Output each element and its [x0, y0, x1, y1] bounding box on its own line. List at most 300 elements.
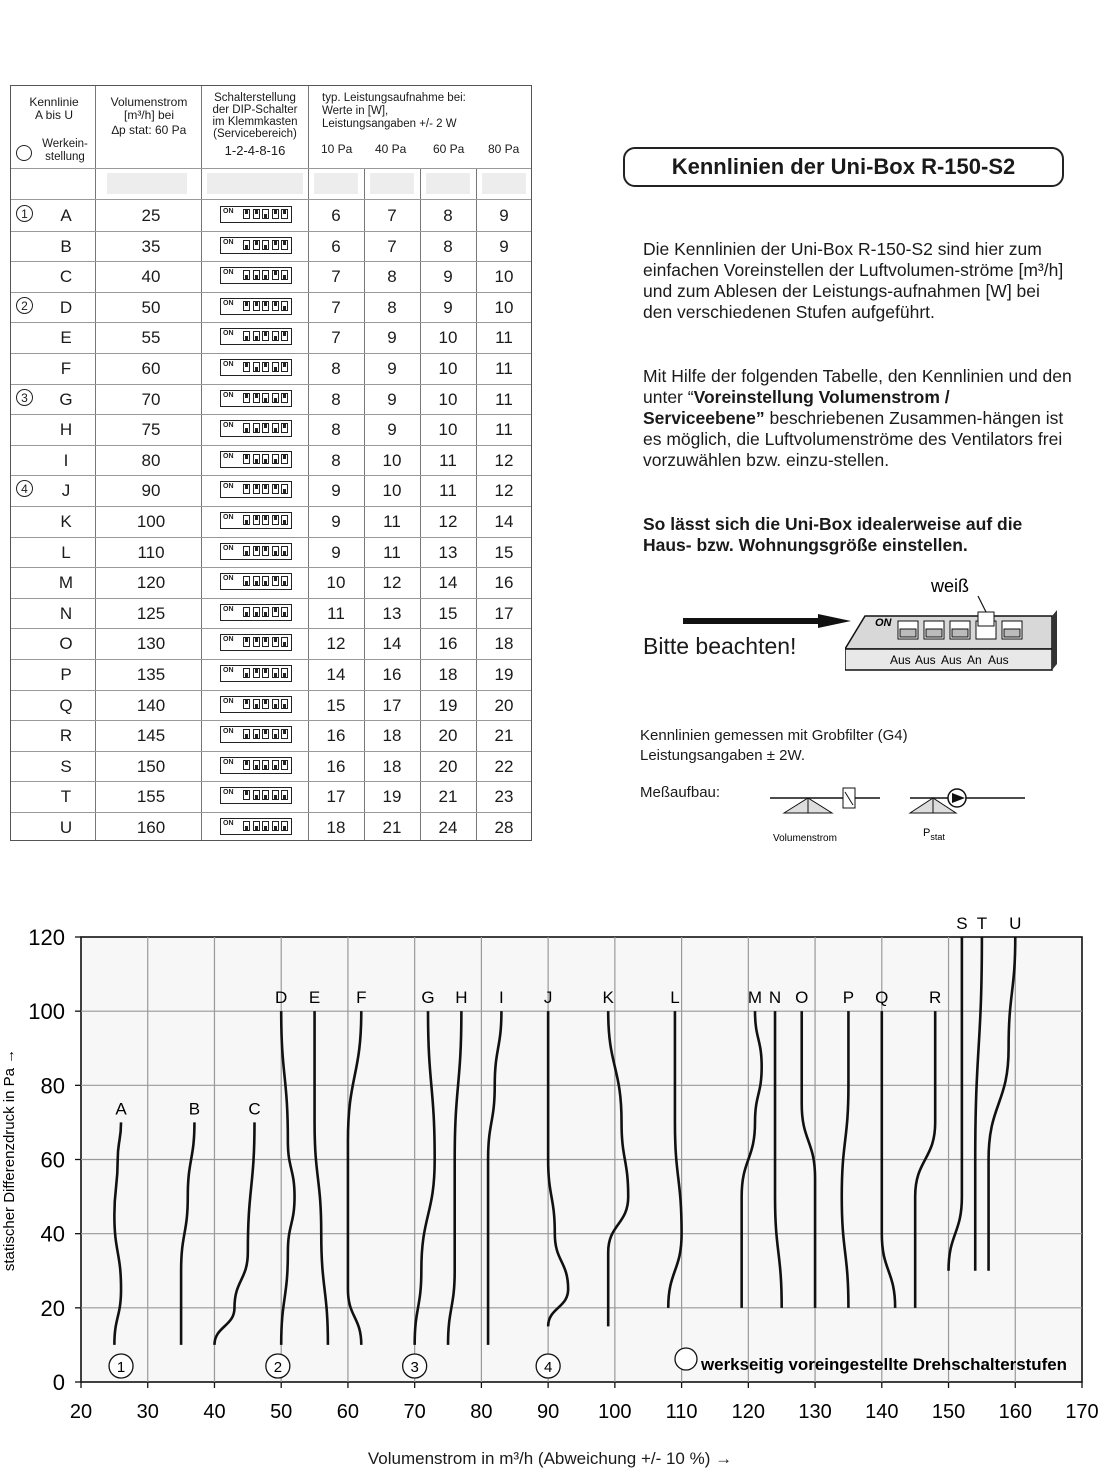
- dip-switch-lever: [253, 576, 260, 586]
- series-label: F: [356, 988, 367, 1008]
- dip-switch-lever: [262, 790, 269, 800]
- header-60pa: 60 Pa: [433, 142, 465, 156]
- dip-switch-lever: [243, 576, 250, 586]
- dip-switch-lever: [281, 546, 288, 556]
- dip-switch-lever: [281, 760, 288, 770]
- x-tick-label: 30: [136, 1401, 159, 1423]
- kennlinien-table: [10, 85, 532, 841]
- leistung-cell: 8: [331, 450, 341, 470]
- kennlinie-cell: D: [59, 297, 73, 317]
- dip-switch-lever: [272, 760, 279, 770]
- volumenstrom-cell: 160: [136, 818, 166, 837]
- dip-switch-lever: [281, 729, 288, 739]
- x-tick-label: 120: [731, 1401, 766, 1423]
- x-tick-label: 90: [537, 1401, 560, 1423]
- volumenstrom-cell: 125: [136, 603, 166, 623]
- volumenstrom-cell: 110: [137, 542, 165, 562]
- dip-switch-lever: [272, 423, 279, 433]
- dip-on-label: ON: [223, 728, 234, 736]
- dip-switch-icon: [220, 298, 292, 315]
- dip-switch-icon: [220, 420, 292, 437]
- volumenstrom-cell: 140: [136, 695, 166, 715]
- leistung-cell: 11: [439, 481, 457, 501]
- series-label: S: [956, 914, 968, 933]
- leistung-cell: 7: [331, 297, 341, 317]
- dip-switch-lever: [281, 637, 288, 647]
- kennlinie-cell: O: [59, 634, 73, 654]
- leistung-cell: 15: [438, 603, 458, 623]
- volumenstrom-cell: 100: [136, 512, 166, 531]
- dip-switch-lever: [272, 393, 279, 403]
- dip-switch-lever: [281, 821, 288, 831]
- header-shade: [482, 173, 526, 194]
- leistung-cell: 18: [382, 726, 402, 746]
- leistung-cell: 9: [387, 359, 397, 378]
- kennlinie-cell: N: [59, 603, 73, 623]
- werkeinstellung-circle-icon: [16, 145, 32, 161]
- leistung-cell: 14: [382, 634, 402, 654]
- header-schalter-bits: 1-2-4-8-16: [224, 143, 286, 158]
- leistung-cell: 9: [387, 389, 397, 409]
- dip-on-label: ON: [223, 789, 234, 797]
- kennlinie-cell: R: [59, 726, 73, 746]
- x-tick-label: 110: [665, 1401, 698, 1423]
- dip-switch-icon: [220, 481, 292, 498]
- dip-switch-lever: [272, 331, 279, 341]
- leistung-cell: 11: [495, 389, 513, 409]
- table-row: [11, 261, 531, 292]
- table-row: [11, 598, 531, 629]
- dip-switch-lever: [243, 423, 250, 433]
- y-tick-label: 120: [28, 925, 65, 950]
- leistung-cell: 8: [443, 206, 453, 225]
- dip-switch-icon: [220, 512, 292, 529]
- leistung-cell: 12: [494, 450, 514, 470]
- dip-on-label: ON: [223, 330, 234, 338]
- dip-switch-lever: [262, 454, 269, 464]
- x-tick-label: 60: [336, 1401, 360, 1423]
- dip-switch-lever: [272, 790, 279, 800]
- series-label: I: [499, 988, 504, 1008]
- intro-paragraph: Die Kennlinien der Uni-Box R-150-S2 sind hier zum einfachen Voreinstellen der Luftvolumen-ströme [m³/h] und zum Ablesen der Leistungs-aufnahmen [W] bei den verschiedenen Stufen aufgeführt.: [643, 239, 1064, 322]
- leistung-cell: 20: [438, 756, 458, 776]
- dip-on-label: ON: [223, 299, 234, 307]
- leistung-cell: 14: [494, 512, 514, 531]
- table-row: [11, 475, 531, 506]
- leistung-cell: 16: [326, 726, 346, 746]
- setup-label: Meßaufbau:: [640, 784, 721, 801]
- table-row: [11, 781, 531, 812]
- volumenstrom-cell: 55: [141, 328, 161, 348]
- dip-switch-icon: [220, 634, 292, 651]
- header-volumenstrom: Volumenstrom [m³/h] bei: [110, 95, 188, 122]
- leistung-cell: 10: [494, 267, 514, 287]
- leistung-cell: 7: [331, 267, 341, 287]
- dip-switch-lever: [272, 546, 279, 556]
- dip-switch-lever: [281, 301, 288, 311]
- leistung-cell: 12: [382, 573, 402, 593]
- dip-switch-lever: [253, 270, 260, 280]
- note-bitte-beachten: Bitte beachten!: [643, 633, 797, 659]
- kennlinie-cell: S: [60, 756, 72, 776]
- dip-on-text: ON: [875, 617, 892, 629]
- kennlinie-cell: J: [61, 481, 71, 501]
- measurement-setup-diagram: [770, 780, 1030, 845]
- series-label: O: [795, 988, 809, 1008]
- leistung-cell: 13: [382, 603, 402, 623]
- series-label: E: [308, 988, 321, 1008]
- leistung-cell: 8: [331, 389, 341, 409]
- x-tick-label: 150: [931, 1401, 966, 1423]
- volumenstrom-cell: 150: [136, 756, 166, 776]
- kennlinie-cell: T: [60, 787, 72, 807]
- x-tick-label: 130: [798, 1401, 832, 1423]
- dip-on-label: ON: [223, 575, 234, 583]
- leistung-cell: 17: [326, 787, 346, 807]
- volumenstrom-cell: 35: [141, 236, 161, 256]
- x-tick-label: 70: [403, 1401, 426, 1423]
- legend-circle-icon: [675, 1348, 697, 1370]
- dip-switch-lever: [272, 270, 279, 280]
- dip-switch-icon: [220, 451, 292, 468]
- dip-switch-icon: [220, 390, 292, 407]
- dip-switch-lever: [262, 270, 269, 280]
- x-tick-label: 170: [1065, 1401, 1099, 1423]
- dip-switch-icon: [220, 328, 292, 345]
- header-shade: [426, 173, 470, 194]
- dip-switch-lever: [281, 362, 288, 372]
- leistung-cell: 10: [382, 481, 402, 501]
- series-label: U: [1009, 914, 1022, 933]
- dip-switch-lever: [243, 546, 250, 556]
- volumenstrom-cell: 70: [141, 389, 161, 409]
- leistung-cell: 9: [331, 512, 341, 531]
- dip-switch-icon: [220, 696, 292, 713]
- dip-switch-lever: [262, 607, 269, 617]
- kennlinie-cell: K: [60, 512, 72, 531]
- dip-switch-icon: [220, 359, 292, 376]
- table-row: [11, 322, 531, 353]
- leistung-cell: 19: [438, 695, 458, 715]
- x-tick-label: 50: [270, 1401, 293, 1423]
- leistung-cell: 18: [326, 818, 346, 837]
- leistung-cell: 23: [494, 787, 514, 807]
- kennlinie-cell: B: [60, 236, 72, 256]
- dip-switch-lever: [272, 699, 279, 709]
- leistung-cell: 17: [494, 603, 514, 623]
- header-werkeinstellung: Werkein- stellung: [42, 138, 88, 163]
- kennlinie-cell: G: [59, 389, 73, 409]
- dip-switch-lever: [243, 331, 250, 341]
- series-label: B: [188, 1099, 201, 1119]
- dip-state-label: Aus: [915, 653, 936, 667]
- series-label: C: [248, 1099, 261, 1119]
- dip-state-label: An: [967, 653, 982, 667]
- y-tick-label: 80: [40, 1073, 65, 1099]
- dip-switch-icon: [220, 787, 292, 804]
- dip-switch-lever: [253, 546, 260, 556]
- leistung-cell: 10: [438, 328, 458, 348]
- table-row: [11, 506, 531, 537]
- dip-switch-lever: [262, 393, 269, 403]
- dip-state-label: Aus: [890, 653, 911, 667]
- series-label: J: [543, 988, 553, 1008]
- kennlinie-cell: P: [60, 665, 72, 684]
- dip-switch-lever: [262, 301, 269, 311]
- table-header-divider: [11, 168, 531, 169]
- chart-y-axis-label: statischer Differenzdruck in Pa →: [1, 1048, 18, 1272]
- dip-switch-lever: [243, 209, 250, 219]
- kennlinien-chart: [0, 900, 1100, 1445]
- werkseinstellung-marker: 2: [16, 297, 33, 314]
- dip-switch-lever: [262, 240, 269, 250]
- dip-on-label: ON: [223, 544, 234, 552]
- volumenstrom-cell: 80: [141, 450, 161, 470]
- header-shade: [370, 173, 414, 194]
- dip-switch-lever: [262, 821, 269, 831]
- dip-switch-lever: [281, 576, 288, 586]
- series-label: N: [768, 988, 782, 1008]
- volumenstrom-cell: 75: [141, 420, 161, 440]
- series-label: M: [747, 988, 763, 1008]
- dip-on-label: ON: [223, 208, 234, 215]
- dip-switch-lever: [243, 301, 250, 311]
- dip-switch-lever: [272, 821, 279, 831]
- header-shade: [107, 173, 187, 194]
- dip-switch-lever: [243, 790, 250, 800]
- dip-on-label: ON: [223, 452, 234, 460]
- leistung-cell: 9: [331, 542, 341, 562]
- series-label: H: [455, 988, 468, 1008]
- dip-switch-icon: [220, 726, 292, 743]
- dip-switch-icon: [220, 237, 292, 254]
- kennlinie-cell: E: [60, 328, 72, 348]
- dip-switch-lever: [262, 423, 269, 433]
- kennlinie-cell: C: [59, 267, 73, 287]
- x-tick-label: 20: [69, 1401, 93, 1423]
- instruction-paragraph: [643, 366, 1073, 471]
- series-label: R: [929, 988, 942, 1008]
- header-10pa: 10 Pa: [321, 142, 353, 156]
- dip-state-label: Aus: [988, 653, 1009, 667]
- page-title: Kennlinien der Uni-Box R-150-S2: [623, 147, 1064, 187]
- dip-switch-lever: [243, 515, 250, 525]
- factory-marker-label: 4: [543, 1359, 553, 1376]
- table-row: [11, 353, 531, 384]
- leistung-cell: 11: [495, 328, 513, 348]
- leistung-cell: 11: [383, 542, 401, 562]
- dip-switch-lever: [243, 393, 250, 403]
- dip-switch-lever: [253, 240, 260, 250]
- leistung-cell: 11: [383, 512, 401, 531]
- dip-switch-lever: [272, 729, 279, 739]
- leistung-cell: 19: [382, 787, 402, 807]
- dip-on-label: ON: [223, 269, 234, 277]
- dip-switch-icon: [220, 757, 292, 774]
- leistung-cell: 8: [331, 420, 341, 440]
- factory-marker-label: 3: [410, 1359, 419, 1376]
- dip-switch-lever: [253, 637, 260, 647]
- dip-switch-lever: [243, 362, 250, 372]
- kennlinie-cell: I: [63, 450, 69, 470]
- dip-switch-lever: [281, 668, 288, 678]
- dip-switch-lever: [272, 240, 279, 250]
- setup-pstat-label: $P_{stat}$: [923, 827, 945, 842]
- volumenstrom-cell: 145: [136, 726, 166, 746]
- dip-switch-lever: [272, 576, 279, 586]
- dip-switch-lever: [253, 484, 260, 494]
- dip-switch-lever: [281, 209, 288, 219]
- kennlinie-cell: M: [58, 573, 74, 593]
- instruction-text-a: Mit Hilfe der folgenden Tabelle, den Kennlinien und den unter “: [643, 366, 1072, 407]
- leistung-cell: 10: [438, 420, 458, 440]
- arrow-right-icon: [683, 614, 851, 628]
- dip-switch-lever: [243, 668, 250, 678]
- series-label: K: [602, 988, 614, 1008]
- dip-on-label: ON: [223, 605, 234, 613]
- leistung-cell: 19: [494, 665, 514, 684]
- dip-switch-lever: [262, 729, 269, 739]
- kennlinie-cell: A: [60, 206, 72, 225]
- dip-switch-lever: [262, 546, 269, 556]
- leistung-cell: 18: [382, 756, 402, 776]
- leistung-cell: 6: [331, 206, 341, 225]
- table-row: [11, 720, 531, 751]
- leistung-cell: 22: [494, 756, 514, 776]
- dip-state-label: Aus: [941, 653, 962, 667]
- table-row: [11, 690, 531, 721]
- dip-switch-lever: [262, 209, 269, 219]
- dip-switch-lever: [272, 637, 279, 647]
- measure-note-tolerance: Leistungsangaben ± 2W.: [640, 747, 806, 764]
- y-tick-label: 20: [40, 1295, 65, 1321]
- table-row: [11, 231, 531, 262]
- dip-switch-icon: [220, 573, 292, 590]
- header-80pa: 80 Pa: [488, 142, 520, 156]
- table-row: [11, 292, 531, 323]
- dip-switch-icon: [220, 267, 292, 284]
- dip-switch-lever: [262, 515, 269, 525]
- leistung-cell: 21: [382, 818, 402, 837]
- leistung-cell: 18: [438, 665, 458, 684]
- leistung-cell: 10: [326, 573, 346, 593]
- leistung-cell: 17: [382, 695, 402, 715]
- leistung-cell: 12: [326, 634, 346, 654]
- dip-switch-lever: [272, 668, 279, 678]
- series-label: D: [275, 988, 288, 1008]
- dip-switch-lever: [253, 454, 260, 464]
- dip-on-label: ON: [223, 636, 234, 644]
- dip-switch-lever: [243, 729, 250, 739]
- x-tick-label: 80: [470, 1401, 493, 1423]
- dip-switch-lever: [262, 637, 269, 647]
- header-shade: [207, 173, 303, 194]
- dip-on-label: ON: [223, 422, 234, 430]
- dip-switch-lever: [253, 699, 260, 709]
- dip-switch-lever: [243, 484, 250, 494]
- dip-switch-icon: [220, 818, 292, 835]
- leistung-cell: 13: [438, 542, 458, 562]
- dip-switch-lever: [253, 209, 260, 219]
- table-row: [11, 537, 531, 568]
- y-tick-label: 0: [52, 1370, 65, 1395]
- kennlinie-cell: U: [59, 818, 73, 837]
- dip-switch-lever: [243, 270, 250, 280]
- leistung-cell: 11: [495, 359, 513, 378]
- dip-switch-icon: [220, 206, 292, 223]
- dip-switch-lever: [281, 423, 288, 433]
- table-row: [11, 445, 531, 476]
- leistung-cell: 16: [494, 573, 514, 593]
- dip-switch-lever: [281, 790, 288, 800]
- dip-switch-lever: [272, 301, 279, 311]
- dip-switch-lever: [253, 331, 260, 341]
- dip-switch-lever: [253, 729, 260, 739]
- leistung-cell: 7: [387, 236, 397, 256]
- chart-legend-text: werkseitig voreingestellte Drehschalterstufen: [700, 1355, 1067, 1374]
- dip-on-label: ON: [223, 391, 234, 399]
- volumenstrom-cell: 120: [136, 573, 166, 593]
- dip-switch-lever: [262, 576, 269, 586]
- dip-on-label: ON: [223, 758, 234, 766]
- leistung-cell: 10: [494, 297, 514, 317]
- dip-switch-lever: [262, 331, 269, 341]
- dip-on-label: ON: [223, 361, 234, 368]
- table-row: [11, 384, 531, 415]
- leistung-cell: 12: [494, 481, 514, 501]
- dip-on-label: ON: [223, 697, 234, 705]
- volumenstrom-cell: 90: [141, 481, 161, 501]
- series-label: P: [842, 988, 855, 1008]
- header-leistungsaufnahme: typ. Leistungsaufnahme bei: Werte in [W], Leistungsangaben +/- 2 W: [322, 92, 466, 130]
- instruction-text-c: beschriebenen Zusammen-hängen ist es möglich, die Luftvolumenströme des Ventilators frei vorzuwählen bzw. einzu-stellen.: [643, 408, 1064, 470]
- dip-on-label: ON: [223, 820, 234, 827]
- leistung-cell: 21: [438, 787, 458, 807]
- table-row: [11, 812, 531, 843]
- leistung-cell: 18: [494, 634, 514, 654]
- leistung-cell: 8: [387, 297, 397, 317]
- dip-switch-lever: [272, 515, 279, 525]
- dip-switch-lever: [281, 270, 288, 280]
- setup-volumenstrom-label: Volumenstrom: [773, 833, 837, 844]
- series-label: Q: [875, 988, 889, 1008]
- dip-switch-lever: [253, 790, 260, 800]
- dip-switch-lever: [281, 484, 288, 494]
- leistung-cell: 9: [443, 267, 453, 287]
- dip-on-label: ON: [223, 483, 234, 491]
- volumenstrom-cell: 40: [141, 267, 161, 287]
- table-row: [11, 628, 531, 659]
- kennlinie-cell: H: [59, 420, 73, 440]
- dip-switch-lever: [262, 699, 269, 709]
- table-row: [11, 751, 531, 782]
- dip-switch-lever: [272, 362, 279, 372]
- leistung-cell: 7: [331, 328, 341, 348]
- series-label: T: [976, 914, 988, 933]
- leistung-cell: 20: [494, 695, 514, 715]
- weiss-label: weiß: [931, 576, 970, 596]
- dip-switch-lever: [253, 821, 260, 831]
- leistung-cell: 8: [443, 236, 453, 256]
- leistung-cell: 9: [443, 297, 453, 317]
- leistung-cell: 15: [494, 542, 514, 562]
- summary-paragraph: So lässt sich die Uni-Box idealerweise auf die Haus- bzw. Wohnungsgröße einstellen.: [643, 514, 1023, 555]
- header-volumenstrom-dp: ∆p stat: 60 Pa: [111, 123, 187, 137]
- measure-note-filter: Kennlinien gemessen mit Grobfilter (G4): [640, 727, 908, 744]
- x-tick-label: 40: [203, 1401, 226, 1423]
- volumenstrom-cell: 50: [141, 297, 161, 317]
- leistung-cell: 10: [382, 450, 402, 470]
